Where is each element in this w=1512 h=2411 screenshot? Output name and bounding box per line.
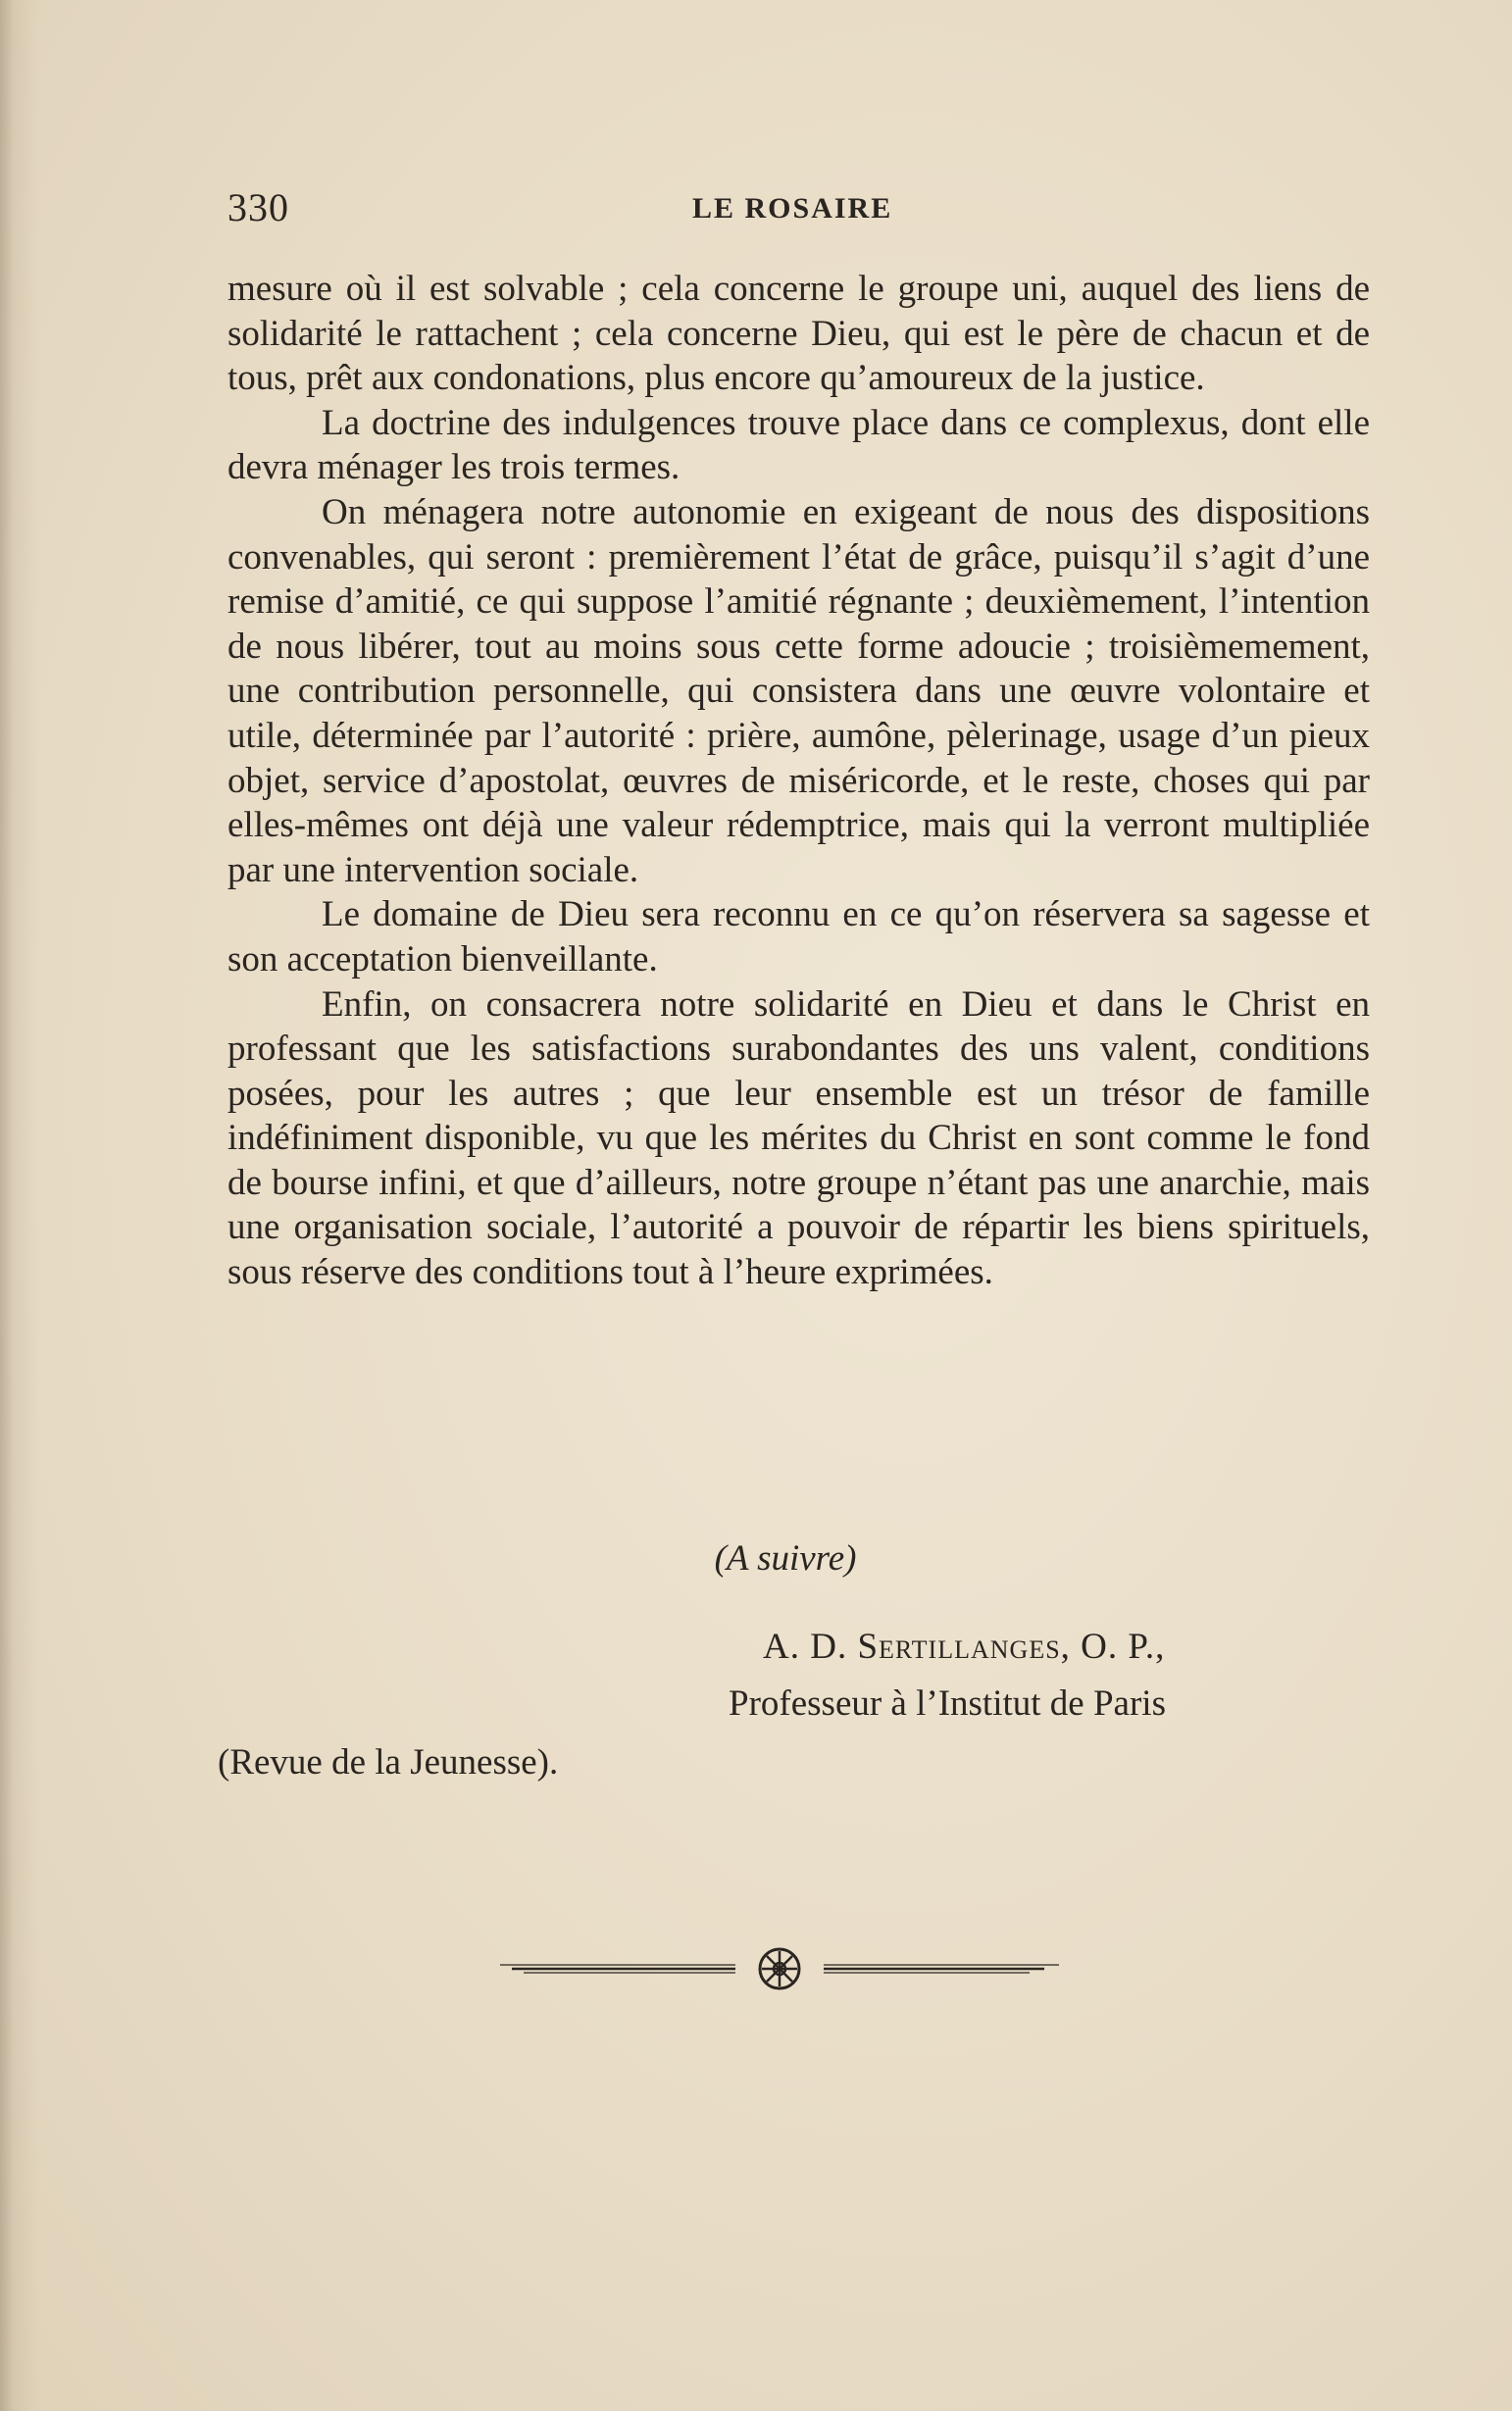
running-title: LE ROSAIRE bbox=[692, 192, 893, 225]
author-signature bbox=[763, 1626, 1165, 1668]
paragraph-solidarite: Enfin, on consacrera notre solidarité en Dieu et dans le Christ en professant que les satisfactions surabondantes des uns valent, conditions posées, pour les autres ; que leur ensemble est un trésor de famille indéfiniment disponible, vu que les mérites du Christ en sont comme le fond de bourse infini, et que d’ailleurs, notre groupe n’étant pas une anarchie, mais une organisation sociale, l’autorité a pouvoir de répartir les biens spirituels, sous réserve des conditions tout à l’heure exprimées. bbox=[227, 983, 1370, 1293]
source-citation: (Revue de la Jeunesse). bbox=[218, 1742, 559, 1783]
page-number: 330 bbox=[227, 185, 289, 229]
page-header bbox=[227, 184, 1365, 233]
rosette-ornament-icon bbox=[500, 1939, 1069, 1998]
paragraph-continued: mesure où il est solvable ; cela concerne le groupe uni, auquel des liens de solidarité le rattachent ; cela concerne Dieu, qui est le père de chacun et de tous, prêt aux condonations, plus encore qu’amoureux de la justice. bbox=[227, 269, 1370, 399]
paragraph-doctrine: La doctrine des indulgences trouve place dans ce complexus, dont elle devra ménager les trois termes. bbox=[227, 402, 1370, 488]
paragraph-autonomie: On ménagera notre autonomie en exigeant de nous des dispositions convenables, qui seront : premièrement l’état de grâce, puisqu’il s’agit d’une remise d’amitié, ce qui suppose l’amitié régnante ; deuxièmement, l’intention de nous libérer, tout au moins sous cette forme adoucie ; troisièmemement, une contribution personnelle, qui consistera dans une œuvre volontaire et utile, déterminée par l’autorité : prière, aumône, pèlerinage, usage d’un pieux objet, service d’apostolat, œuvres de miséricorde, et le reste, choses qui par elles-mêmes ont déjà une valeur rédemptrice, mais qui la verront multipliée par une intervention sociale. bbox=[227, 491, 1370, 890]
paragraph-domaine: Le domaine de Dieu sera reconnu en ce qu’on réservera sa sagesse et son acceptation bienveillante. bbox=[227, 894, 1370, 979]
author-affiliation: Professeur à l’Institut de Paris bbox=[729, 1683, 1166, 1724]
body-text bbox=[227, 267, 1370, 1295]
author-name: A. D. Sertillanges, O. P., bbox=[763, 1627, 1166, 1667]
to-be-continued: (A suivre) bbox=[714, 1538, 857, 1579]
